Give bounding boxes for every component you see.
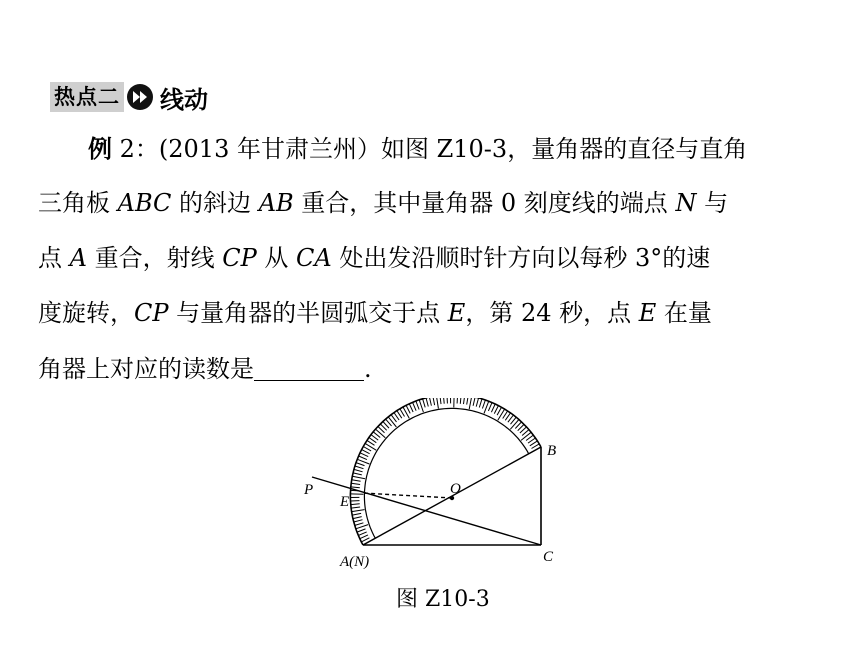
protractor-tick — [365, 443, 376, 450]
protractor-tick — [359, 456, 367, 460]
section-header — [50, 80, 208, 114]
protractor-tick — [419, 400, 423, 412]
protractor-tick — [356, 463, 365, 466]
protractor-tick — [467, 398, 469, 405]
protractor-tick — [491, 404, 495, 412]
label-A-N: A(N) — [340, 554, 370, 570]
protractor-tick — [413, 402, 417, 410]
protractor-tick — [352, 510, 365, 512]
problem-line-3: 点 A 重合，射线 CP 从 CA 处出发沿顺时针方向以每秒 3°的速 — [38, 244, 711, 272]
protractor-tick — [479, 399, 482, 408]
protractor-tick — [376, 429, 386, 438]
protractor-ticks — [350, 398, 541, 545]
protractor-tick — [476, 398, 478, 407]
protractor-tick — [360, 535, 368, 539]
protractor-outer-arc — [350, 398, 541, 545]
label-C: C — [543, 549, 554, 565]
protractor-tick — [457, 398, 458, 404]
protractor-tick — [460, 398, 461, 404]
protractor-tick — [360, 453, 368, 457]
protractor-tick — [400, 409, 405, 417]
fast-forward-icon — [126, 83, 154, 111]
protractor-tick — [416, 401, 419, 410]
protractor-tick — [351, 507, 360, 508]
protractor-tick — [426, 398, 428, 407]
protractor-tick — [357, 529, 366, 532]
protractor-tick — [464, 398, 465, 404]
protractor-tick — [423, 399, 426, 408]
protractor-tick — [521, 432, 531, 440]
problem-line-5: 角器上对应的读数是 . — [38, 355, 372, 383]
protractor-tick — [355, 466, 364, 469]
label-P: P — [304, 482, 314, 498]
protractor-tick — [406, 405, 410, 413]
protractor-tick — [433, 398, 435, 405]
protractor-tick — [494, 406, 498, 414]
protractor-tick — [353, 517, 362, 519]
protractor-tick — [351, 504, 360, 505]
protractor-tick — [429, 398, 431, 406]
protractor-tick — [488, 403, 492, 411]
problem-text: 2：(2013 年甘肃兰州）如图 Z10-3，量角器的直径与直角 — [112, 135, 748, 163]
protractor-tick — [482, 400, 485, 409]
example-label: 例 — [88, 135, 112, 163]
protractor-tick — [352, 480, 361, 482]
protractor-tick — [354, 469, 363, 471]
protractor-tick — [352, 476, 365, 479]
protractor-tick — [440, 398, 441, 404]
protractor-tick — [388, 417, 396, 427]
protractor-tick — [351, 483, 360, 484]
problem-line-2: 三角板 ABC 的斜边 AB 重合，其中量角器 0 刻度线的端点 N 与 — [38, 189, 729, 217]
protractor-tick — [469, 398, 472, 409]
protractor-tick — [498, 409, 505, 420]
problem-line-4: 度旋转，CP 与量角器的半圆弧交于点 E，第 24 秒，点 E 在量 — [38, 299, 712, 327]
protractor-tick — [352, 513, 361, 515]
protractor-tick — [409, 404, 413, 412]
protractor-tick — [436, 398, 438, 409]
protractor-tick — [362, 450, 370, 454]
protractor-tick — [443, 398, 444, 404]
figure-caption: 图 Z10-3 — [396, 587, 490, 612]
protractor-tick — [351, 487, 360, 488]
label-B: B — [547, 443, 557, 459]
protractor-tick — [361, 538, 369, 542]
protractor-tick — [354, 520, 363, 522]
protractor-tick — [355, 523, 364, 526]
label-E: E — [340, 494, 350, 510]
hot-label: 热点二 — [50, 82, 124, 112]
ray-CP — [312, 477, 541, 545]
problem-line-1 — [88, 134, 747, 164]
protractor-tick — [510, 420, 519, 430]
protractor-tick — [363, 447, 371, 451]
answer-blank — [254, 358, 364, 381]
protractor-tick — [353, 473, 362, 475]
protractor-tick — [532, 444, 540, 449]
section-topic: 线动 — [160, 85, 208, 114]
protractor-tick — [356, 525, 368, 529]
protractor-figure — [300, 398, 580, 576]
protractor-tick — [473, 398, 475, 406]
protractor-tick — [497, 407, 501, 415]
label-O: O — [450, 481, 461, 497]
protractor-tick — [358, 532, 366, 536]
